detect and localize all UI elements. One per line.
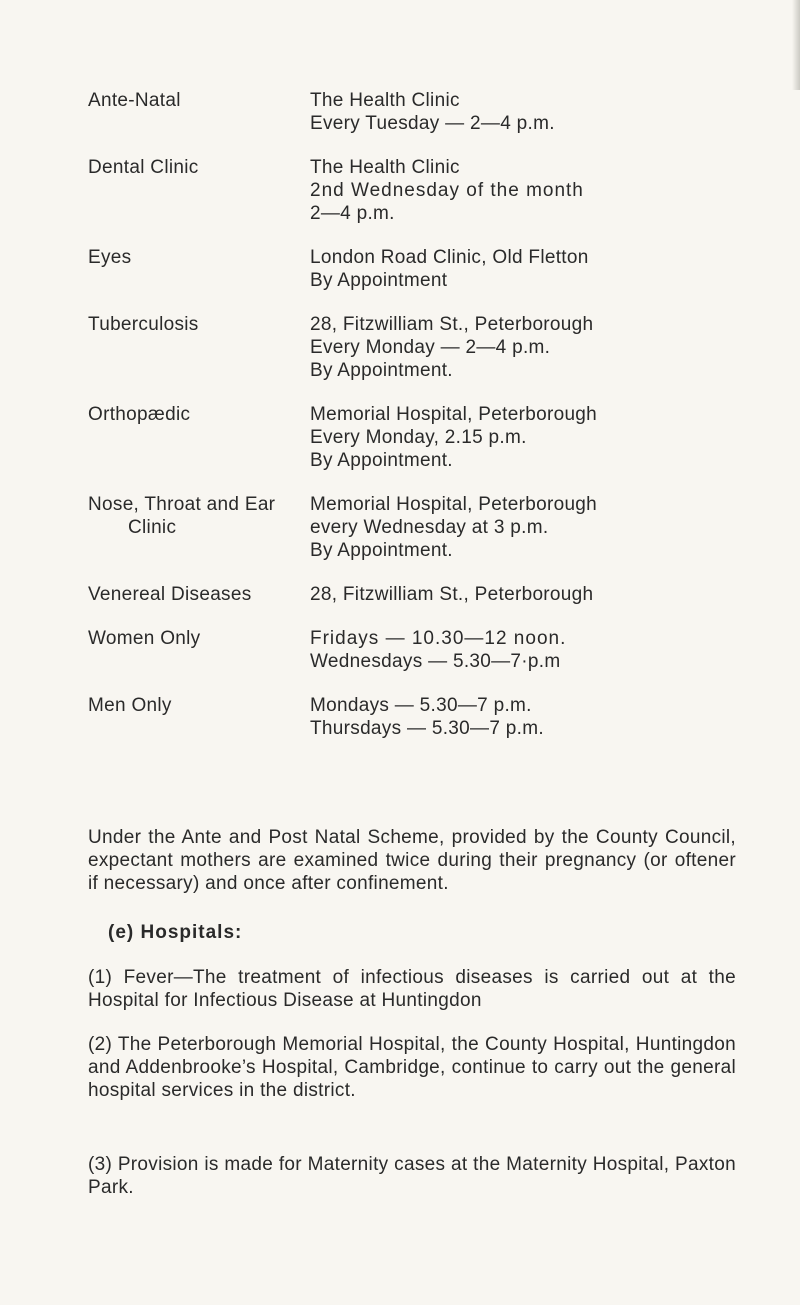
hospital-item-fever: (1) Fever—The treatment of infectious diseases is carried out at the Hospital for Infectious Disease at Huntingdon — [88, 967, 736, 1011]
clinic-details — [310, 313, 748, 382]
clinic-name-line: Men Only — [88, 695, 172, 716]
clinic-details — [310, 246, 748, 292]
clinic-name-line: Dental Clinic — [88, 157, 199, 178]
schedule-row-women — [88, 627, 748, 673]
clinic-details — [310, 89, 748, 135]
ante-post-natal-paragraph: Under the Ante and Post Natal Scheme, provided by the County Council, expectant mothers are examined twice during their pregnancy (or oftener if necessary) and once after confinement. — [88, 827, 736, 894]
schedule-row-ent — [88, 493, 748, 562]
clinic-detail-line: By Appointment. — [310, 450, 453, 471]
clinic-detail-line: Thursdays — 5.30—7 p.m. — [310, 718, 544, 739]
clinic-detail-line: By Appointment. — [310, 540, 453, 561]
schedule-row-venereal — [88, 583, 748, 606]
schedule-row-eyes — [88, 246, 748, 292]
schedule-row-tuberculosis — [88, 313, 748, 382]
clinic-name — [88, 627, 310, 673]
clinic-details — [310, 156, 748, 225]
clinic-name-line: Tuberculosis — [88, 314, 199, 335]
clinic-name — [88, 156, 310, 225]
clinic-detail-line: Every Monday — 2—4 p.m. — [310, 337, 551, 358]
schedule-row-dental — [88, 156, 748, 225]
clinic-name-line: Venereal Diseases — [88, 584, 252, 605]
clinic-name-line: Eyes — [88, 247, 132, 268]
clinic-schedule — [88, 89, 748, 761]
clinic-detail-line: 28, Fitzwilliam St., Peterborough — [310, 584, 594, 605]
clinic-name-line: Clinic — [128, 517, 177, 538]
clinic-detail-line: The Health Clinic — [310, 90, 460, 111]
clinic-detail-line: 2nd Wednesday of the month — [310, 180, 584, 201]
hospital-item-general: (2) The Peterborough Memorial Hospital, the County Hospital, Huntingdon and Addenbrooke’s Hospital, Cambridge, continue to carry out the general hospital services in the district. — [88, 1034, 736, 1101]
clinic-details — [310, 493, 748, 562]
clinic-detail-line: 2—4 p.m. — [310, 203, 395, 224]
clinic-name-line: Nose, Throat and Ear — [88, 494, 276, 515]
clinic-details — [310, 627, 748, 673]
clinic-detail-line: 28, Fitzwilliam St., Peterborough — [310, 314, 594, 335]
schedule-row-men — [88, 694, 748, 740]
hospitals-heading: (e) Hospitals: — [108, 922, 243, 943]
clinic-detail-line: The Health Clinic — [310, 157, 460, 178]
schedule-row-ante-natal — [88, 89, 748, 135]
schedule-row-orthopaedic — [88, 403, 748, 472]
clinic-name — [88, 246, 310, 292]
clinic-details — [310, 583, 748, 606]
clinic-detail-line: Every Monday, 2.15 p.m. — [310, 427, 527, 448]
clinic-detail-line: every Wednesday at 3 p.m. — [310, 517, 549, 538]
clinic-detail-line: By Appointment — [310, 270, 448, 291]
clinic-name — [88, 493, 310, 562]
clinic-name — [88, 694, 310, 740]
clinic-name — [88, 403, 310, 472]
clinic-name-line: Orthopædic — [88, 404, 191, 425]
clinic-name — [88, 313, 310, 382]
clinic-detail-line: Wednesdays — 5.30—7·p.m — [310, 651, 561, 672]
clinic-details — [310, 694, 748, 740]
clinic-name-line: Women Only — [88, 628, 201, 649]
clinic-details — [310, 403, 748, 472]
clinic-detail-line: By Appointment. — [310, 360, 453, 381]
page-edge-shadow — [792, 0, 800, 90]
clinic-detail-line: London Road Clinic, Old Fletton — [310, 247, 589, 268]
hospital-item-maternity: (3) Provision is made for Maternity cases at the Maternity Hospital, Paxton Park. — [88, 1154, 736, 1198]
clinic-name — [88, 583, 310, 606]
clinic-name-line: Ante-Natal — [88, 90, 181, 111]
clinic-detail-line: Every Tuesday — 2—4 p.m. — [310, 113, 555, 134]
clinic-name — [88, 89, 310, 135]
clinic-detail-line: Mondays — 5.30—7 p.m. — [310, 695, 532, 716]
clinic-detail-line: Fridays — 10.30—12 noon. — [310, 628, 567, 649]
clinic-detail-line: Memorial Hospital, Peterborough — [310, 494, 598, 515]
clinic-detail-line: Memorial Hospital, Peterborough — [310, 404, 598, 425]
